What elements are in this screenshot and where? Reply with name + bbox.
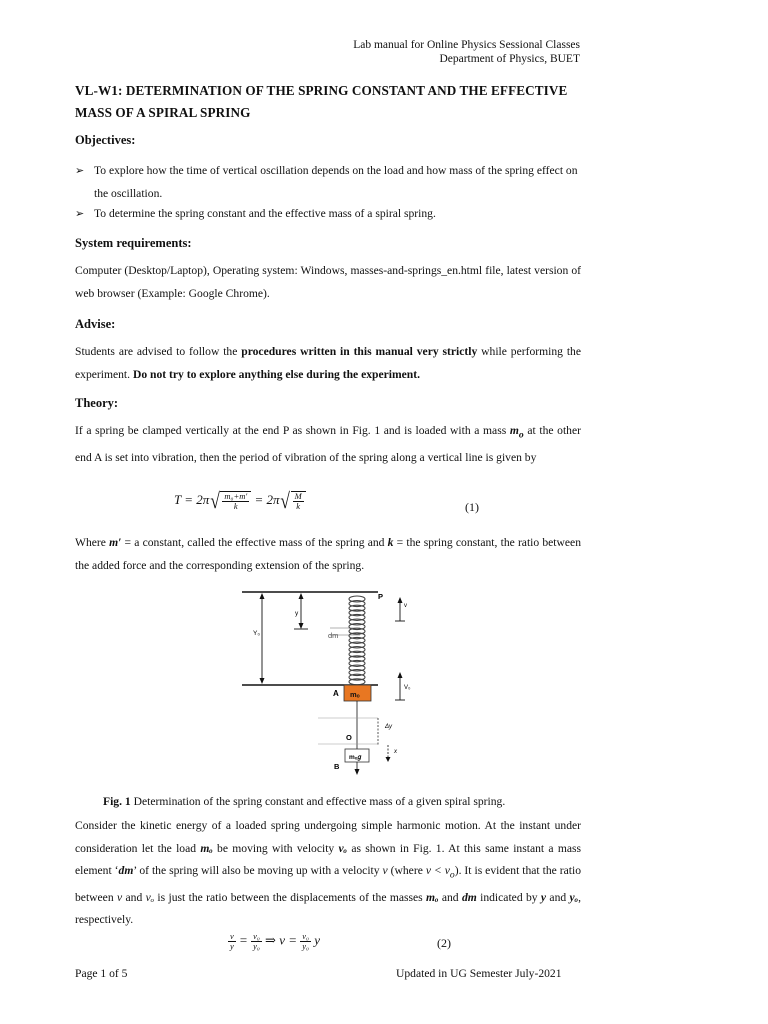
advise-text: Students are advised to follow the procedures written in this manual very strictly while performing the experiment. Do not try to explore anything else during the experiment. [75,345,581,381]
kinetic-paragraph: Consider the kinetic energy of a loaded spring undergoing simple harmonic motion. At the instant under consideration let the load mₒ be moving with velocity vₒ as shown in Fig. 1. At this same instant a mass element ‘dm’ of the spring will also be moving up with a velocity v (where $v < v_o$). It is evident that the ratio between v and vₒ is just the ratio between the displacements of the masses mₒ and dm indicated by y and yₒ, respectively. [75,819,582,927]
footer-page-number: Page 1 of 5 [75,967,128,980]
equation-1-number: (1) [465,500,479,514]
label-dm: dm [328,631,339,640]
figure-caption: Fig. 1 Determination of the spring constant and effective mass of a given spiral spring. [103,795,506,808]
objectives-heading: Objectives: [75,133,136,147]
label-x: x [394,749,397,755]
label-p: P [378,592,384,601]
objective-text-2: To determine the spring constant and the effective mass of a spiral spring. [94,207,436,220]
label-vo: V₀ [404,685,411,691]
bullet-arrow-icon: ➢ [75,165,85,177]
header [353,38,580,66]
system-heading: System requirements: [75,236,192,250]
label-y: y [295,610,299,617]
label-mass-2: mₒ𝑔 [349,754,362,761]
equation-1: T = 2π√ $\frac{\text{m₀+m′}}{k}$ = 2π√ $\frac{M}{k}$ [174,490,306,512]
spiral-spring [349,596,365,685]
spring-figure [238,585,413,775]
label-v: v [404,603,407,609]
header-line-1: Lab manual for Online Physics Sessional Classes [353,39,580,51]
label-o: O [346,733,352,742]
theory-paragraph-2: Where m′ = a constant, called the effective mass of the spring and k = the spring constant, the ratio between the added force and the corresponding extension of the spring. [75,536,581,572]
label-a: A [333,689,339,698]
theory-paragraph-1: If a spring be clamped vertically at the end P as shown in Fig. 1 and is loaded with a mass $m_o$ at the other end A is set into vibration, then the period of vibration of the spring along a vertical line is given by [75,424,581,464]
equation-2: $\frac{v}{y}$ = $\frac{\text{v₀}}{\text{y₀}}$ ⇒ v = $\frac{\text{v₀}}{\text{y₀}}$ y [230,931,320,951]
theory-heading: Theory: [75,396,119,410]
header-line-2: Department of Physics, BUET [439,53,580,65]
label-yo: Y₀ [253,630,261,637]
objective-text-1: To explore how the time of vertical oscillation depends on the load and how mass of the spring effect on the oscillation. [94,164,578,200]
label-dy: Δy [385,724,393,730]
objective-item-2 [75,203,581,226]
label-mass: mₒ [350,690,360,699]
objective-item-1 [75,160,581,205]
footer-updated: Updated in UG Semester July-2021 [396,967,562,980]
label-b: B [334,762,340,771]
system-text: Computer (Desktop/Laptop), Operating system: Windows, masses-and-springs_en.html file, latest version of web browser (Example: Google Chrome). [75,264,581,300]
bullet-arrow-icon: ➢ [75,208,85,220]
advise-heading: Advise: [75,317,116,331]
equation-2-number: (2) [437,936,451,950]
document-title: VL-W1: DETERMINATION OF THE SPRING CONSTANT AND THE EFFECTIVE MASS OF A SPIRAL SPRING [75,83,568,120]
